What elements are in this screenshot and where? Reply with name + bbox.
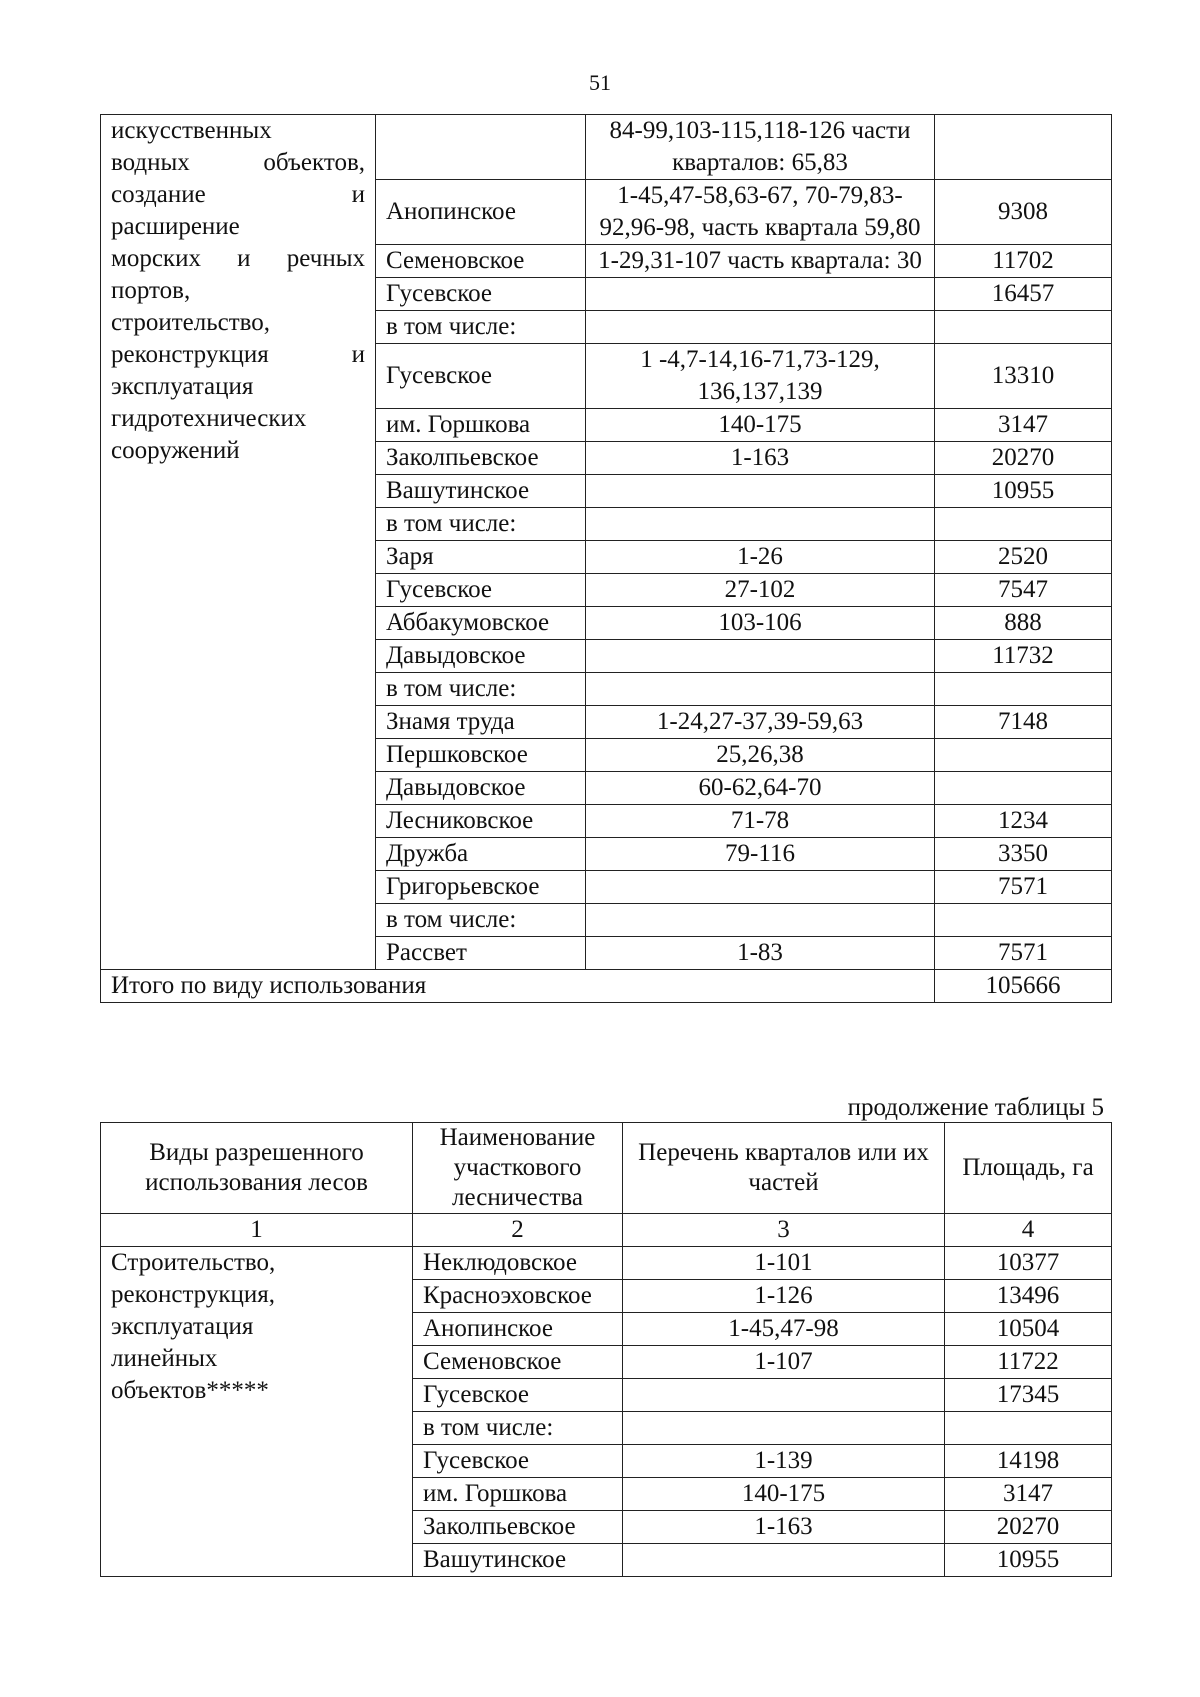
area-cell: 14198 [945,1445,1112,1478]
quarters-cell: 84-99,103-115,118-126 части кварталов: 65,83 [586,115,935,180]
quarters-cell: 1-163 [586,442,935,475]
column-number: 2 [413,1214,623,1247]
forestry-name-cell: Заколпьевское [376,442,586,475]
quarters-cell [623,1544,945,1577]
quarters-cell: 1-29,31-107 часть квартала: 30 [586,245,935,278]
area-cell: 16457 [935,278,1112,311]
quarters-cell: 140-175 [586,409,935,442]
area-cell [935,115,1112,180]
area-cell: 7547 [935,574,1112,607]
page-number: 51 [589,70,611,95]
quarters-cell: 60-62,64-70 [586,772,935,805]
forestry-name-cell: Гусевское [376,574,586,607]
activity-word: искусственных [111,117,272,144]
forestry-name-cell: Заколпьевское [413,1511,623,1544]
area-cell: 7148 [935,706,1112,739]
activity-word: водных [111,149,190,176]
area-cell: 3147 [935,409,1112,442]
quarters-cell [586,508,935,541]
activity-word: и [351,341,365,368]
area-cell: 11722 [945,1346,1112,1379]
activity-line [111,147,365,179]
activity-word: речных [286,245,366,272]
activity-line [111,307,365,339]
activity-line [111,275,365,307]
area-cell: 10955 [935,475,1112,508]
activity-line: объектов***** [111,1377,269,1404]
forestry-name-cell: Вашутинское [413,1544,623,1577]
activity-word: морских [111,245,201,272]
activity-line [111,371,365,403]
area-cell: 13496 [945,1280,1112,1313]
forestry-name-cell: Григорьевское [376,871,586,904]
header-row [101,1123,1112,1214]
forestry-name-cell: Семеновское [376,245,586,278]
forestry-name-cell: Семеновское [413,1346,623,1379]
quarters-cell: 1-101 [623,1247,945,1280]
forestry-name-cell: Гусевское [413,1445,623,1478]
quarters-cell [586,475,935,508]
quarters-cell: 71-78 [586,805,935,838]
forestry-name-cell: Красноэховское [413,1280,623,1313]
activity-word: создание [111,181,206,208]
area-cell [935,739,1112,772]
activity-line [111,403,365,435]
forestry-name-cell: Лесниковское [376,805,586,838]
forestry-name-cell [376,115,586,180]
total-label: Итого по виду использования [101,970,935,1003]
forestry-name-cell: в том числе: [413,1412,623,1445]
area-cell: 11702 [935,245,1112,278]
activity-line: Строительство, [111,1249,276,1276]
forestry-name-cell: им. Горшкова [413,1478,623,1511]
forestry-name-cell: Гусевское [413,1379,623,1412]
activity-word: расширение [111,213,240,240]
quarters-cell: 140-175 [623,1478,945,1511]
quarters-cell: 79-116 [586,838,935,871]
column-header: Перечень кварталов или их частей [623,1123,945,1214]
activity-word: объектов, [263,149,365,176]
activity-type-cell [101,1247,413,1577]
area-cell: 7571 [935,937,1112,970]
quarters-cell: 1-107 [623,1346,945,1379]
quarters-cell: 1-45,47-58,63-67, 70-79,83-92,96-98, часть квартала 59,80 [586,180,935,245]
quarters-cell [586,640,935,673]
quarters-cell [623,1379,945,1412]
area-cell: 3350 [935,838,1112,871]
activity-line [111,435,365,467]
column-number-row [101,1214,1112,1247]
forestry-name-cell: Давыдовское [376,772,586,805]
column-header: Площадь, га [945,1123,1112,1214]
forestry-name-cell: в том числе: [376,673,586,706]
area-cell: 10504 [945,1313,1112,1346]
area-cell: 20270 [945,1511,1112,1544]
forestry-name-cell: Рассвет [376,937,586,970]
quarters-cell: 1-45,47-98 [623,1313,945,1346]
activity-word: сооружений [111,437,240,464]
activity-word: реконструкция [111,341,269,368]
table-row [101,1247,1112,1280]
area-cell: 888 [935,607,1112,640]
area-cell: 3147 [945,1478,1112,1511]
forestry-name-cell: Заря [376,541,586,574]
quarters-cell [623,1412,945,1445]
quarters-cell [586,673,935,706]
area-cell: 20270 [935,442,1112,475]
total-value: 105666 [935,970,1112,1003]
table-bottom [100,1122,1112,1577]
quarters-cell [586,904,935,937]
area-cell [935,772,1112,805]
forestry-name-cell: Дружба [376,838,586,871]
quarters-cell: 1-163 [623,1511,945,1544]
area-cell [935,904,1112,937]
activity-line [111,339,365,371]
area-cell [935,508,1112,541]
area-cell: 11732 [935,640,1112,673]
area-cell: 17345 [945,1379,1112,1412]
area-cell: 9308 [935,180,1112,245]
forestry-name-cell: Анопинское [376,180,586,245]
forestry-name-cell: Неклюдовское [413,1247,623,1280]
activity-word: эксплуатация [111,373,254,400]
column-number: 4 [945,1214,1112,1247]
quarters-cell [586,278,935,311]
table-caption: продолжение таблицы 5 [847,1094,1104,1121]
activity-word: гидротехнических [111,405,307,432]
quarters-cell [586,311,935,344]
column-header: Виды разрешенного использования лесов [101,1123,413,1214]
forestry-name-cell: Анопинское [413,1313,623,1346]
column-header: Наименование участкового лесничества [413,1123,623,1214]
area-cell: 10955 [945,1544,1112,1577]
quarters-cell: 27-102 [586,574,935,607]
forestry-name-cell: Знамя труда [376,706,586,739]
area-cell [935,311,1112,344]
activity-line [111,243,365,275]
quarters-cell: 25,26,38 [586,739,935,772]
activity-type-cell [101,115,376,970]
area-cell [945,1412,1112,1445]
quarters-cell: 1-139 [623,1445,945,1478]
activity-line: линейных [111,1345,218,1372]
quarters-cell: 1 -4,7-14,16-71,73-129, 136,137,139 [586,344,935,409]
quarters-cell: 103-106 [586,607,935,640]
quarters-cell [586,871,935,904]
activity-line [111,179,365,211]
activity-word: строительство, [111,309,271,336]
quarters-cell: 1-83 [586,937,935,970]
column-number: 1 [101,1214,413,1247]
forestry-name-cell: в том числе: [376,904,586,937]
activity-line: реконструкция, [111,1281,276,1308]
table-row [101,115,1112,180]
activity-line [111,115,365,147]
quarters-cell: 1-26 [586,541,935,574]
forestry-name-cell: Першковское [376,739,586,772]
forestry-name-cell: Вашутинское [376,475,586,508]
forestry-name-cell: им. Горшкова [376,409,586,442]
area-cell [935,673,1112,706]
quarters-cell: 1-24,27-37,39-59,63 [586,706,935,739]
area-cell: 13310 [935,344,1112,409]
forestry-name-cell: Давыдовское [376,640,586,673]
area-cell: 1234 [935,805,1112,838]
forestry-name-cell: Гусевское [376,344,586,409]
forestry-name-cell: Аббакумовское [376,607,586,640]
activity-line: эксплуатация [111,1313,254,1340]
column-number: 3 [623,1214,945,1247]
activity-line [111,211,365,243]
forestry-name-cell: в том числе: [376,508,586,541]
table-top [100,114,1112,1003]
area-cell: 2520 [935,541,1112,574]
forestry-name-cell: Гусевское [376,278,586,311]
activity-word: портов, [111,277,191,304]
quarters-cell: 1-126 [623,1280,945,1313]
total-row [101,970,1112,1003]
forestry-name-cell: в том числе: [376,311,586,344]
activity-word: и [237,245,251,272]
area-cell: 10377 [945,1247,1112,1280]
activity-word: и [351,181,365,208]
area-cell: 7571 [935,871,1112,904]
